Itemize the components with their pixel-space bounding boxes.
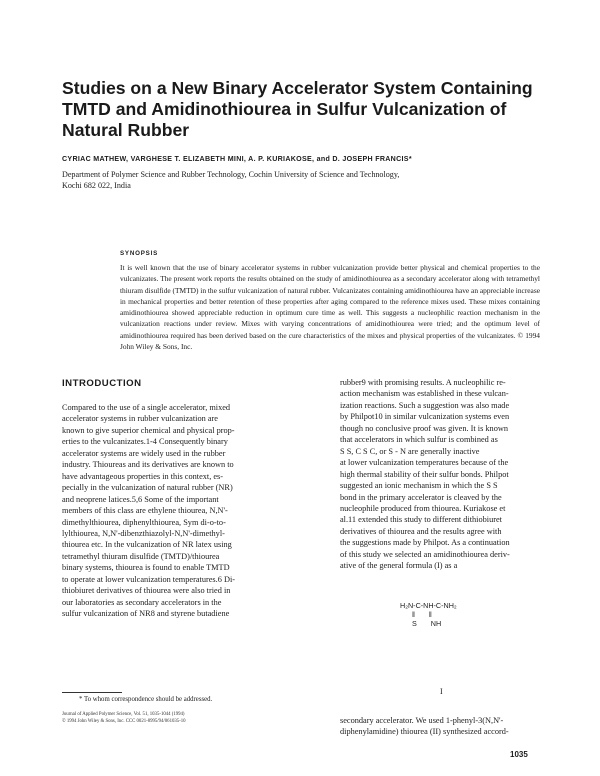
formula-label: I: [440, 687, 443, 696]
synopsis-text: It is well known that the use of binary accelerator systems in rubber vulcanization provide better physical and chemical properties to the vulcanizates. The present work reports the results obtained on the study of amidinothiourea as a secondary accelerator along with tetramethyl thiuram disulfide (TMTD) in the sulfur vulcanization of natural rubber. Vulcanizates containing amidinothiourea have an appreciable increase in mechanical properties and better retention of these properties after aging compared to the reference mixes used. These mixes containing amidinothiourea showed appreciable reduction in optimum cure time as well. This suggests a nucleophilic reaction mechanism in the vulcanization reactions under review. Mixes with varying concentrations of amidinothiourea were tried; and the optimum level of amidinothiourea required has been derived based on the cure characteristics of the mixes and physical properties of the vulcanizates. © 1994 John Wiley & Sons, Inc.: [120, 263, 540, 352]
body-line: of this study we selected an amidinothiourea deriv-: [340, 549, 510, 559]
body-line: dimethylthiourea, diphenylthiourea, Sym di-o-to-: [62, 517, 226, 527]
article-title: [62, 78, 532, 141]
body-line: lylthiourea, N,N'-dibenzthiazolyl-N,N'-dimethyl-: [62, 528, 225, 538]
body-line: to operate at lower vulcanization temperatures.6 Di-: [62, 574, 236, 584]
body-line: diphenylamidine) thiourea (II) synthesized accord-: [340, 727, 509, 737]
body-line: secondary accelerator. We used 1-phenyl-3(N,N'-: [340, 716, 504, 725]
introduction-left-column: [62, 402, 302, 620]
affiliation-line: Department of Polymer Science and Rubber Technology, Cochin University of Science and Technology,: [62, 170, 400, 179]
body-line: nucleophile produced from thiourea. Kuriakose et: [340, 503, 506, 513]
body-line: accelerator systems in rubber vulcanization are: [62, 414, 218, 424]
formula-line: H₂N-C-NH-C-NH₂: [400, 601, 457, 610]
body-line: derivatives of thiourea and the results agree with: [340, 526, 502, 536]
body-line: binary systems, thiourea is found to enable TMTD: [62, 563, 230, 573]
body-line: S S, C S C, or S - N are generally inactive: [340, 446, 480, 456]
author-list: CYRIAC MATHEW, VARGHESE T. ELIZABETH MINI, A. P. KURIAKOSE, and D. JOSEPH FRANCIS*: [62, 155, 412, 163]
body-line: suggested an ionic mechanism in which the S S: [340, 481, 498, 491]
body-line: Compared to the use of a single accelerator, mixed: [62, 403, 231, 412]
introduction-heading: INTRODUCTION: [62, 378, 142, 389]
body-line: have advantageous properties in this context, es-: [62, 471, 224, 481]
body-line: erties to the vulcanizates.1-4 Consequently binary: [62, 437, 228, 447]
body-line: ization reactions. Such a suggestion was also made: [340, 400, 510, 410]
formula-line: ‖ ‖: [400, 610, 432, 619]
title-line: Natural Rubber: [62, 120, 190, 140]
body-line: thiobiuret derivatives of thiourea were also tried in: [62, 586, 231, 596]
footnote-divider: [62, 692, 122, 693]
affiliation-line: Kochi 682 022, India: [62, 181, 131, 190]
body-line: pecially in the vulcanization of natural rubber (NR): [62, 483, 233, 493]
title-line: Studies on a New Binary Accelerator System Containing: [62, 78, 533, 98]
body-line: the suggestions made by Philpot. As a continuation: [340, 538, 510, 548]
body-line: by Philpot10 in similar vulcanization systems even: [340, 412, 510, 422]
body-line: though no conclusive proof was given. It is known: [340, 423, 508, 433]
pubinfo-line: © 1994 John Wiley & Sons, Inc. CCC 0021-8995/94/061035-10: [62, 719, 186, 724]
chemical-formula: [400, 601, 457, 628]
body-line: ative of the general formula (I) as a: [340, 561, 458, 571]
body-line: sulfur vulcanization of NR8 and styrene butadiene: [62, 609, 230, 619]
body-line: al.11 extended this study to different dithiobiuret: [340, 515, 502, 525]
body-line: tetramethyl thiuram disulfide (TMTD)/thiourea: [62, 551, 220, 561]
publication-info: [62, 711, 312, 725]
body-line: industry. Thioureas and its derivatives are known to: [62, 460, 234, 470]
footnote: * To whom correspondence should be addressed.: [79, 696, 213, 703]
synopsis-heading: SYNOPSIS: [120, 250, 159, 257]
body-line: members of this class are ethylene thiourea, N,N'-: [62, 506, 228, 516]
affiliation: [62, 169, 542, 191]
body-line: our laboratories as secondary accelerators in the: [62, 597, 222, 607]
body-line: accelerator systems are widely used in the rubber: [62, 448, 226, 458]
page-number: 1035: [510, 750, 528, 759]
body-line: that accelerators in which sulfur is combined as: [340, 435, 498, 445]
body-line: at lower vulcanization temperatures because of the: [340, 458, 509, 468]
pubinfo-line: Journal of Applied Polymer Science, Vol. 51, 1035-1044 (1994): [62, 712, 185, 717]
introduction-right-continued: [340, 715, 540, 738]
body-line: rubber9 with promising results. A nucleophilic re-: [340, 378, 506, 387]
formula-line: S NH: [400, 619, 442, 628]
body-line: bond in the primary accelerator is cleaved by the: [340, 492, 502, 502]
body-line: action mechanism was established in these vulcan-: [340, 389, 509, 399]
introduction-right-column: [340, 377, 540, 572]
body-line: thiourea etc. In the vulcanization of NR latex using: [62, 540, 232, 550]
body-line: and neoprene latices.5,6 Some of the important: [62, 494, 219, 504]
body-line: known to give superior chemical and physical prop-: [62, 425, 235, 435]
title-line: TMTD and Amidinothiourea in Sulfur Vulcanization of: [62, 99, 507, 119]
body-line: high thermal stability of their sulfur bonds. Philpot: [340, 469, 509, 479]
